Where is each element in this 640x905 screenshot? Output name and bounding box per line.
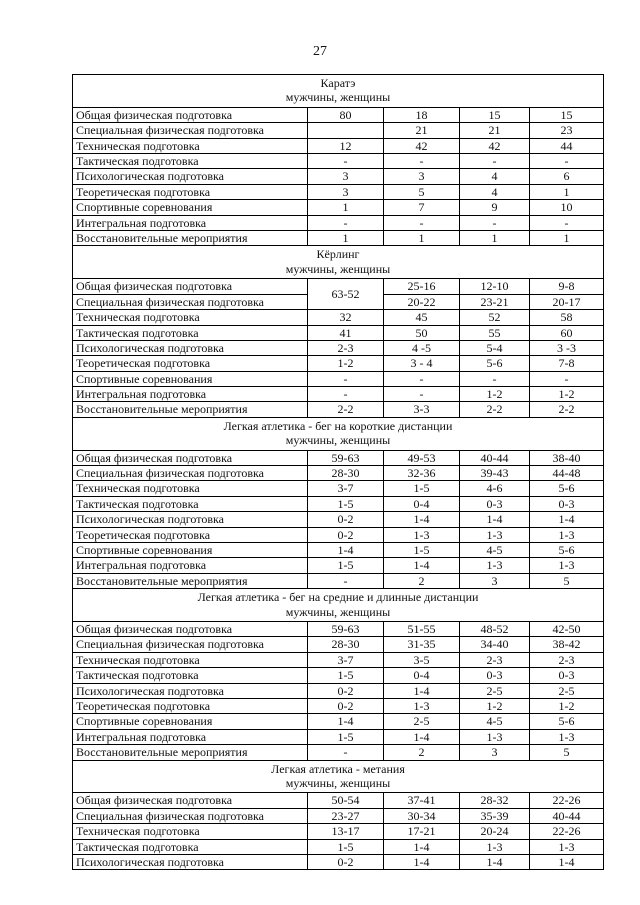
table-cell: -	[308, 154, 384, 169]
table-cell: 3	[308, 169, 384, 184]
table-cell: 1-4	[384, 684, 460, 699]
table-section	[73, 75, 603, 246]
page-number: 27	[313, 44, 327, 59]
table-cell: 1-3	[384, 528, 460, 543]
table-cell: 44-48	[530, 466, 603, 481]
row-label: Общая физическая подготовка	[73, 108, 308, 123]
row-label: Восстановительные мероприятия	[73, 402, 308, 416]
table-cell: -	[460, 154, 530, 169]
table-cell: 0-2	[308, 528, 384, 543]
table-cell: 20-17	[530, 295, 603, 310]
table-cell: 6	[530, 169, 603, 184]
table-cell: 1-2	[530, 387, 603, 402]
row-label: Специальная физическая подготовка	[73, 637, 308, 652]
section-title: Легкая атлетика - бег на средние и длинные дистанции	[197, 590, 479, 605]
section-title: Легкая атлетика - бег на короткие дистанции	[223, 418, 453, 433]
table-cell: 17-21	[384, 824, 460, 839]
table-cell: 23-21	[460, 295, 530, 310]
table-cell: -	[308, 574, 384, 588]
table-cell: 2-5	[384, 714, 460, 729]
table-cell: 1-5	[384, 481, 460, 496]
table-cell: 1-4	[384, 730, 460, 745]
table-cell: 2-2	[558, 402, 575, 417]
table-cell-merged: 63-52	[308, 279, 384, 310]
table-cell: 1-2	[460, 699, 530, 714]
table-cell: 18	[384, 108, 460, 123]
table-cell: 22-26	[530, 824, 603, 839]
table-cell: 1-5	[308, 558, 384, 573]
table-cell: 32-36	[384, 466, 460, 481]
table-cell: -	[384, 387, 460, 402]
table-cell: 5-6	[530, 543, 603, 558]
table-cell: -	[384, 216, 460, 231]
row-label: Тактическая подготовка	[73, 497, 308, 512]
table-cell: 28-30	[308, 466, 384, 481]
table-cell: 45	[384, 310, 460, 325]
table-cell: 0-2	[308, 684, 384, 699]
section-title: Легкая атлетика - метания	[271, 761, 405, 776]
table-cell: 7	[384, 200, 460, 215]
table-cell: 0-2	[308, 699, 384, 714]
table-cell: 1	[384, 231, 460, 245]
table-cell: 1	[308, 231, 384, 245]
table-cell: 59-63	[308, 622, 384, 637]
row-label: Тактическая подготовка	[73, 668, 308, 683]
table-cell: 40-44	[460, 451, 530, 466]
section-rows	[73, 451, 603, 589]
table-cell: 31-35	[384, 637, 460, 652]
table-cell: 12-10	[460, 279, 530, 294]
table-cell: 12	[308, 139, 384, 154]
row-label: Теоретическая подготовка	[73, 699, 308, 714]
section-header	[73, 75, 603, 108]
table-cell: 55	[460, 326, 530, 341]
table-cell: 21	[460, 123, 530, 138]
table-cell: 4-5	[460, 543, 530, 558]
table-cell: 5-6	[530, 481, 603, 496]
section-header	[73, 589, 603, 622]
table-cell: 38-40	[530, 451, 603, 466]
table-cell: 1-3	[384, 699, 460, 714]
table-cell: 1-2	[308, 356, 384, 371]
table-cell: 2-3	[308, 341, 384, 356]
row-label: Психологическая подготовка	[73, 684, 308, 699]
table-cell: 3 -3	[530, 341, 603, 356]
table-cell: 49-53	[384, 451, 460, 466]
table-cell: 58	[530, 310, 603, 325]
table-section	[73, 418, 603, 589]
table-cell: 50-54	[308, 793, 384, 808]
table-cell: 20-22	[384, 295, 460, 310]
table-cell: 1-3	[460, 730, 530, 745]
table-cell: 3	[308, 185, 384, 200]
row-label: Восстановительные мероприятия	[73, 231, 308, 245]
table-cell: 48-52	[460, 622, 530, 637]
table-cell: 40-44	[530, 809, 603, 824]
section-subtitle: мужчины, женщины	[285, 775, 391, 790]
table-cell: 15	[460, 108, 530, 123]
table-cell: 0-2	[308, 855, 384, 869]
table-cell: -	[308, 745, 384, 759]
table-cell: 23-27	[308, 809, 384, 824]
table-cell: 0-4	[384, 668, 460, 683]
table-cell: -	[530, 154, 603, 169]
table-cell: 0-3	[530, 497, 603, 512]
table-cell: 0-3	[530, 668, 603, 683]
table-cell: 15	[530, 108, 603, 123]
table-cell: 3-7	[308, 481, 384, 496]
table-cell: 0-2	[308, 512, 384, 527]
table-cell: 21	[384, 123, 460, 138]
row-label: Психологическая подготовка	[73, 169, 308, 184]
table-cell: 59-63	[308, 451, 384, 466]
table-cell: 3-3	[384, 402, 460, 416]
section-rows	[73, 279, 603, 417]
table-cell	[308, 123, 384, 138]
table-cell: 0-3	[460, 668, 530, 683]
row-label: Тактическая подготовка	[73, 840, 308, 855]
table-cell: 1-3	[530, 528, 603, 543]
row-label: Специальная физическая подготовка	[73, 809, 308, 824]
row-label: Тактическая подготовка	[73, 154, 308, 169]
table-cell: 39-43	[460, 466, 530, 481]
table-cell: 1-3	[460, 528, 530, 543]
section-header	[73, 761, 603, 794]
section-rows	[73, 622, 603, 760]
table-cell: 10	[530, 200, 603, 215]
table-cell: 5	[384, 185, 460, 200]
row-label: Техническая подготовка	[73, 653, 308, 668]
row-label: Общая физическая подготовка	[73, 622, 308, 637]
table-cell: 0-3	[460, 497, 530, 512]
row-label: Тактическая подготовка	[73, 326, 308, 341]
table-section	[73, 589, 603, 760]
section-title: Кёрлинг	[316, 247, 360, 262]
table-cell: 4	[460, 169, 530, 184]
table-cell: 4 -5	[384, 341, 460, 356]
table-cell: 1-3	[460, 840, 530, 855]
table-cell: -	[460, 372, 530, 387]
row-label: Теоретическая подготовка	[73, 528, 308, 543]
section-header	[73, 418, 603, 451]
table-cell: 1	[530, 185, 603, 200]
table-cell: 13-17	[308, 824, 384, 839]
table-cell: -	[530, 372, 603, 387]
table-cell: 1-5	[384, 543, 460, 558]
table-cell: -	[384, 372, 460, 387]
table-cell: 1-4	[308, 543, 384, 558]
table-cell: 50	[384, 326, 460, 341]
table-cell: 1-5	[308, 730, 384, 745]
section-subtitle: мужчины, женщины	[285, 261, 391, 276]
table-cell: 1-4	[558, 854, 575, 869]
row-label: Восстановительные мероприятия	[73, 745, 308, 759]
table-cell: 41	[308, 326, 384, 341]
row-label: Теоретическая подготовка	[73, 356, 308, 371]
table-cell: 1-4	[384, 855, 460, 869]
row-label: Психологическая подготовка	[73, 855, 308, 869]
table-cell: 5	[563, 745, 570, 760]
section-rows	[73, 108, 603, 246]
table-cell: 20-24	[460, 824, 530, 839]
table-cell: -	[308, 216, 384, 231]
section-subtitle: мужчины, женщины	[285, 604, 391, 619]
table-cell: 3	[460, 745, 530, 759]
table-cell: 1	[308, 200, 384, 215]
table-cell: 80	[308, 108, 384, 123]
table-cell: 1-4	[384, 512, 460, 527]
table-cell: 4	[460, 185, 530, 200]
table-cell: 1-4	[384, 840, 460, 855]
table-cell: 3 - 4	[384, 356, 460, 371]
table-cell: 23	[530, 123, 603, 138]
row-label: Специальная физическая подготовка	[73, 123, 308, 138]
table-cell: 1-4	[308, 714, 384, 729]
table-cell: -	[308, 372, 384, 387]
table-cell: 3	[460, 574, 530, 588]
row-label: Общая физическая подготовка	[73, 279, 308, 294]
table-cell: 42-50	[530, 622, 603, 637]
table-cell: 1-2	[530, 699, 603, 714]
table-cell: 1-4	[384, 558, 460, 573]
table-cell: 2-3	[460, 653, 530, 668]
table-cell: 32	[308, 310, 384, 325]
table-cell: 5-6	[530, 714, 603, 729]
table-cell: 1-3	[460, 558, 530, 573]
table-cell: 3-7	[308, 653, 384, 668]
table-cell: -	[460, 216, 530, 231]
section-subtitle: мужчины, женщины	[285, 433, 391, 448]
table-cell: 1-4	[460, 512, 530, 527]
table-cell: 25-16	[384, 279, 460, 294]
row-label: Техническая подготовка	[73, 139, 308, 154]
table-cell: 34-40	[460, 637, 530, 652]
table-cell: 3-5	[384, 653, 460, 668]
table-cell: 2-2	[460, 402, 530, 416]
table-cell: -	[530, 216, 603, 231]
table-cell: 1-5	[308, 497, 384, 512]
table-cell: 2-5	[460, 684, 530, 699]
table-cell: 2-3	[530, 653, 603, 668]
training-distribution-table	[72, 74, 604, 870]
table-cell: 1	[563, 230, 570, 245]
table-cell: 1-4	[530, 512, 603, 527]
row-label: Психологическая подготовка	[73, 341, 308, 356]
table-cell: 4-5	[460, 714, 530, 729]
table-cell: 1-3	[530, 730, 603, 745]
row-label: Техническая подготовка	[73, 481, 308, 496]
section-header	[73, 246, 603, 279]
table-cell: 52	[460, 310, 530, 325]
table-cell: 1-3	[530, 840, 603, 855]
table-cell: 42	[384, 139, 460, 154]
table-cell: 35-39	[460, 809, 530, 824]
row-label: Спортивные соревнования	[73, 200, 308, 215]
row-label: Спортивные соревнования	[73, 714, 308, 729]
table-cell: 9	[460, 200, 530, 215]
table-cell: 2	[384, 574, 460, 588]
table-cell: 42	[460, 139, 530, 154]
table-cell: 37-41	[384, 793, 460, 808]
table-section	[73, 761, 603, 870]
row-label: Интегральная подготовка	[73, 558, 308, 573]
row-label: Интегральная подготовка	[73, 387, 308, 402]
row-label: Общая физическая подготовка	[73, 451, 308, 466]
table-cell: 2	[384, 745, 460, 759]
row-label: Специальная физическая подготовка	[73, 466, 308, 481]
row-label: Интегральная подготовка	[73, 216, 308, 231]
table-cell: 44	[530, 139, 603, 154]
row-label: Общая физическая подготовка	[73, 793, 308, 808]
table-cell: 60	[530, 326, 603, 341]
table-cell: 1-4	[460, 855, 530, 869]
table-cell: 22-26	[530, 793, 603, 808]
row-label: Восстановительные мероприятия	[73, 574, 308, 588]
table-cell: -	[384, 154, 460, 169]
section-subtitle: мужчины, женщины	[285, 90, 391, 105]
table-cell: 0-4	[384, 497, 460, 512]
section-title: Каратэ	[320, 76, 356, 90]
table-cell: 7-8	[530, 356, 603, 371]
table-cell: 2-5	[530, 684, 603, 699]
row-label: Специальная физическая подготовка	[73, 295, 308, 310]
section-rows	[73, 793, 603, 869]
row-label: Теоретическая подготовка	[73, 185, 308, 200]
row-label: Спортивные соревнования	[73, 543, 308, 558]
table-cell: 9-8	[530, 279, 603, 294]
table-cell: 5	[563, 573, 570, 588]
table-cell: 1-5	[308, 840, 384, 855]
row-label: Интегральная подготовка	[73, 730, 308, 745]
table-cell: 1	[460, 231, 530, 245]
table-cell: 1-2	[460, 387, 530, 402]
table-section	[73, 246, 603, 418]
row-label: Техническая подготовка	[73, 310, 308, 325]
table-cell: 30-34	[384, 809, 460, 824]
table-cell: 28-30	[308, 637, 384, 652]
table-cell: 2-2	[308, 402, 384, 416]
table-cell: 5-6	[460, 356, 530, 371]
table-cell: 28-32	[460, 793, 530, 808]
table-cell: 5-4	[460, 341, 530, 356]
table-cell: 4-6	[460, 481, 530, 496]
table-cell: 51-55	[384, 622, 460, 637]
row-label: Спортивные соревнования	[73, 372, 308, 387]
row-label: Психологическая подготовка	[73, 512, 308, 527]
table-cell: 3	[384, 169, 460, 184]
table-cell: 1-3	[530, 558, 603, 573]
table-cell: 1-5	[308, 668, 384, 683]
table-cell: 38-42	[530, 637, 603, 652]
table-cell: -	[308, 387, 384, 402]
row-label: Техническая подготовка	[73, 824, 308, 839]
